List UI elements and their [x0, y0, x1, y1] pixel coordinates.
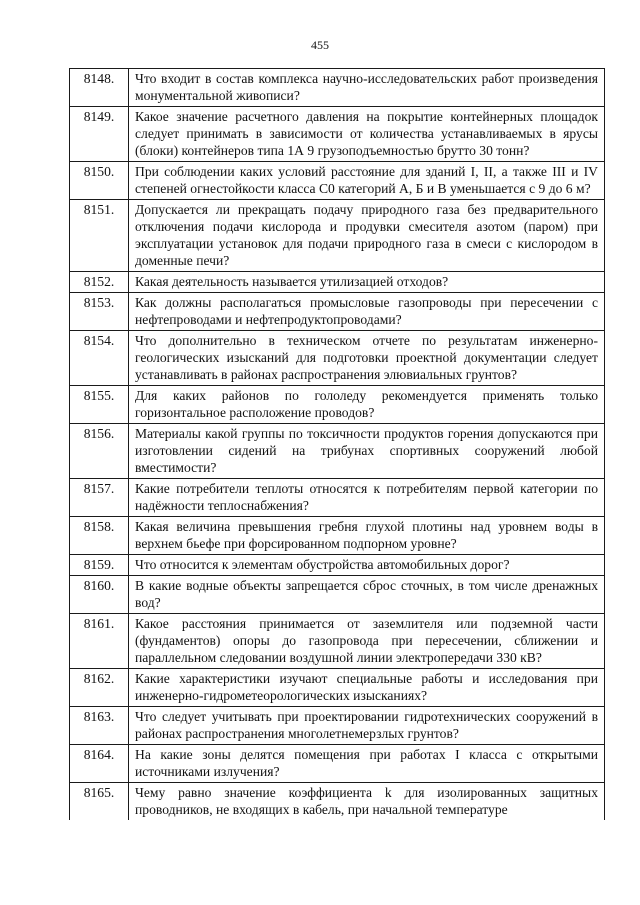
question-text: Какое значение расчетного давления на покрытие контейнерных площадок следует принимать в зависимости от количества устанавливаемых в ярусы (блоки) контейнеров типа 1А 9 грузоподъемностью брутто 30 тонн? — [129, 107, 605, 162]
question-row — [70, 479, 605, 517]
question-row — [70, 386, 605, 424]
question-row — [70, 331, 605, 386]
question-row — [70, 614, 605, 669]
question-number: 8158. — [70, 517, 129, 555]
question-number: 8157. — [70, 479, 129, 517]
question-number: 8149. — [70, 107, 129, 162]
question-number: 8156. — [70, 424, 129, 479]
question-number: 8150. — [70, 162, 129, 200]
question-number: 8153. — [70, 293, 129, 331]
question-number: 8151. — [70, 200, 129, 272]
question-text: Что следует учитывать при проектировании гидротехнических сооружений в районах распространения многолетнемерзлых грунтов? — [129, 707, 605, 745]
question-text: Как должны располагаться промысловые газопроводы при пересечении с нефтепроводами и нефтепродуктопроводами? — [129, 293, 605, 331]
question-number: 8161. — [70, 614, 129, 669]
question-text: Материалы какой группы по токсичности продуктов горения допускаются при изготовлении сидений на трибунах спортивных сооружений любой вместимости? — [129, 424, 605, 479]
questions-table-body — [70, 69, 605, 821]
question-number: 8162. — [70, 669, 129, 707]
question-number: 8159. — [70, 555, 129, 576]
question-row — [70, 162, 605, 200]
question-number: 8163. — [70, 707, 129, 745]
question-text: Допускается ли прекращать подачу природного газа без предварительного отключения подачи кислорода и продувки смесителя азотом (паром) при эксплуатации установок для подачи природного газа в смеси с кислородом в доменные печи? — [129, 200, 605, 272]
question-text: Какие потребители теплоты относятся к потребителям первой категории по надёжности теплоснабжения? — [129, 479, 605, 517]
question-text: Для каких районов по гололеду рекомендуется применять только горизонтальное расположение проводов? — [129, 386, 605, 424]
question-row — [70, 293, 605, 331]
question-text: Что входит в состав комплекса научно-исследовательских работ произведения монументальной живописи? — [129, 69, 605, 107]
question-number: 8148. — [70, 69, 129, 107]
question-number: 8152. — [70, 272, 129, 293]
questions-table — [69, 68, 605, 820]
page-number: 455 — [311, 38, 329, 52]
question-text: Какие характеристики изучают специальные работы и исследования при инженерно-гидрометеорологических изысканиях? — [129, 669, 605, 707]
question-text: Что относится к элементам обустройства автомобильных дорог? — [129, 555, 605, 576]
question-row — [70, 745, 605, 783]
question-row — [70, 517, 605, 555]
question-row — [70, 555, 605, 576]
question-text: Чему равно значение коэффициента k для изолированных защитных проводников, не входящих в кабель, при начальной температуре — [129, 783, 605, 821]
question-row — [70, 69, 605, 107]
question-row — [70, 783, 605, 821]
question-number: 8155. — [70, 386, 129, 424]
question-text: Какое расстояния принимается от заземлителя или подземной части (фундаментов) опоры до газопровода при пересечении, сближении и параллельном следовании воздушной линии электропередачи 330 кВ? — [129, 614, 605, 669]
question-text: Что дополнительно в техническом отчете по результатам инженерно-геологических изысканий для подготовки проектной документации следует устанавливать в районах распространения элювиальных грунтов? — [129, 331, 605, 386]
question-number: 8154. — [70, 331, 129, 386]
question-text: Какая деятельность называется утилизацией отходов? — [129, 272, 605, 293]
question-number: 8164. — [70, 745, 129, 783]
page-bottom-margin — [0, 835, 640, 905]
question-number: 8165. — [70, 783, 129, 821]
question-text: Какая величина превышения гребня глухой плотины над уровнем воды в верхнем бьефе при форсированном подпорном уровне? — [129, 517, 605, 555]
question-row — [70, 272, 605, 293]
question-number: 8160. — [70, 576, 129, 614]
question-text: На какие зоны делятся помещения при работах I класса с открытыми источниками излучения? — [129, 745, 605, 783]
question-text: При соблюдении каких условий расстояние для зданий I, II, а также III и IV степеней огнестойкости класса С0 категорий А, Б и В уменьшается с 9 до 6 м? — [129, 162, 605, 200]
question-row — [70, 576, 605, 614]
question-row — [70, 669, 605, 707]
question-row — [70, 107, 605, 162]
question-row — [70, 424, 605, 479]
question-row — [70, 200, 605, 272]
question-text: В какие водные объекты запрещается сброс сточных, в том числе дренажных вод? — [129, 576, 605, 614]
question-row — [70, 707, 605, 745]
